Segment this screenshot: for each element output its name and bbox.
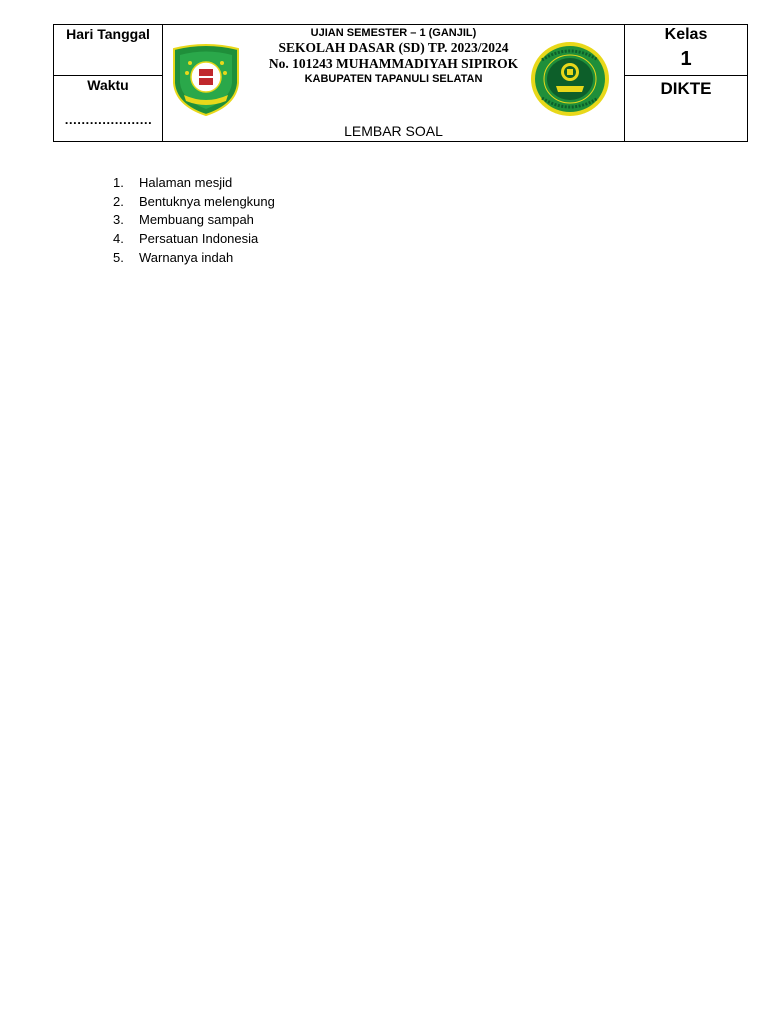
sheet-title: LEMBAR SOAL — [344, 123, 443, 139]
item-text: Membuang sampah — [139, 212, 254, 228]
item-number: 2. — [113, 193, 124, 209]
subject-label: DIKTE — [660, 79, 712, 98]
list-item — [113, 174, 275, 193]
item-number: 5. — [113, 249, 124, 265]
school-info-cell — [163, 25, 624, 141]
list-item — [113, 193, 275, 212]
list-item — [113, 249, 275, 268]
item-number: 1. — [113, 175, 124, 190]
hari-tanggal-label: Hari Tanggal — [66, 26, 150, 42]
item-text: Bentuknya melengkung — [139, 193, 275, 209]
exam-title: UJIAN SEMESTER – 1 (GANJIL) — [310, 27, 477, 39]
school-name-line1: SEKOLAH DASAR (SD) TP. 2023/2024 — [278, 40, 509, 55]
waktu-label: Waktu — [87, 77, 129, 93]
item-number: 4. — [113, 231, 124, 247]
divider — [625, 75, 747, 76]
item-text: Persatuan Indonesia — [139, 231, 259, 247]
item-text: Halaman mesjid — [139, 175, 233, 190]
waktu-value: ………………… — [64, 112, 152, 127]
kelas-value: 1 — [680, 48, 692, 70]
list-item — [113, 211, 275, 230]
list-item — [113, 230, 275, 249]
divider — [54, 75, 162, 76]
school-name-line2: No. 101243 MUHAMMADIYAH SIPIROK — [268, 56, 519, 71]
date-time-cell — [54, 25, 163, 141]
regency-name: KABUPATEN TAPANULI SELATAN — [304, 73, 483, 85]
muhammadiyah-school-seal-icon — [530, 40, 610, 118]
kelas-label: Kelas — [664, 26, 708, 43]
dictation-list — [113, 174, 275, 267]
exam-header-table — [53, 24, 748, 142]
class-subject-cell — [624, 25, 747, 141]
item-text: Warnanya indah — [139, 249, 234, 265]
item-number: 3. — [113, 212, 124, 228]
